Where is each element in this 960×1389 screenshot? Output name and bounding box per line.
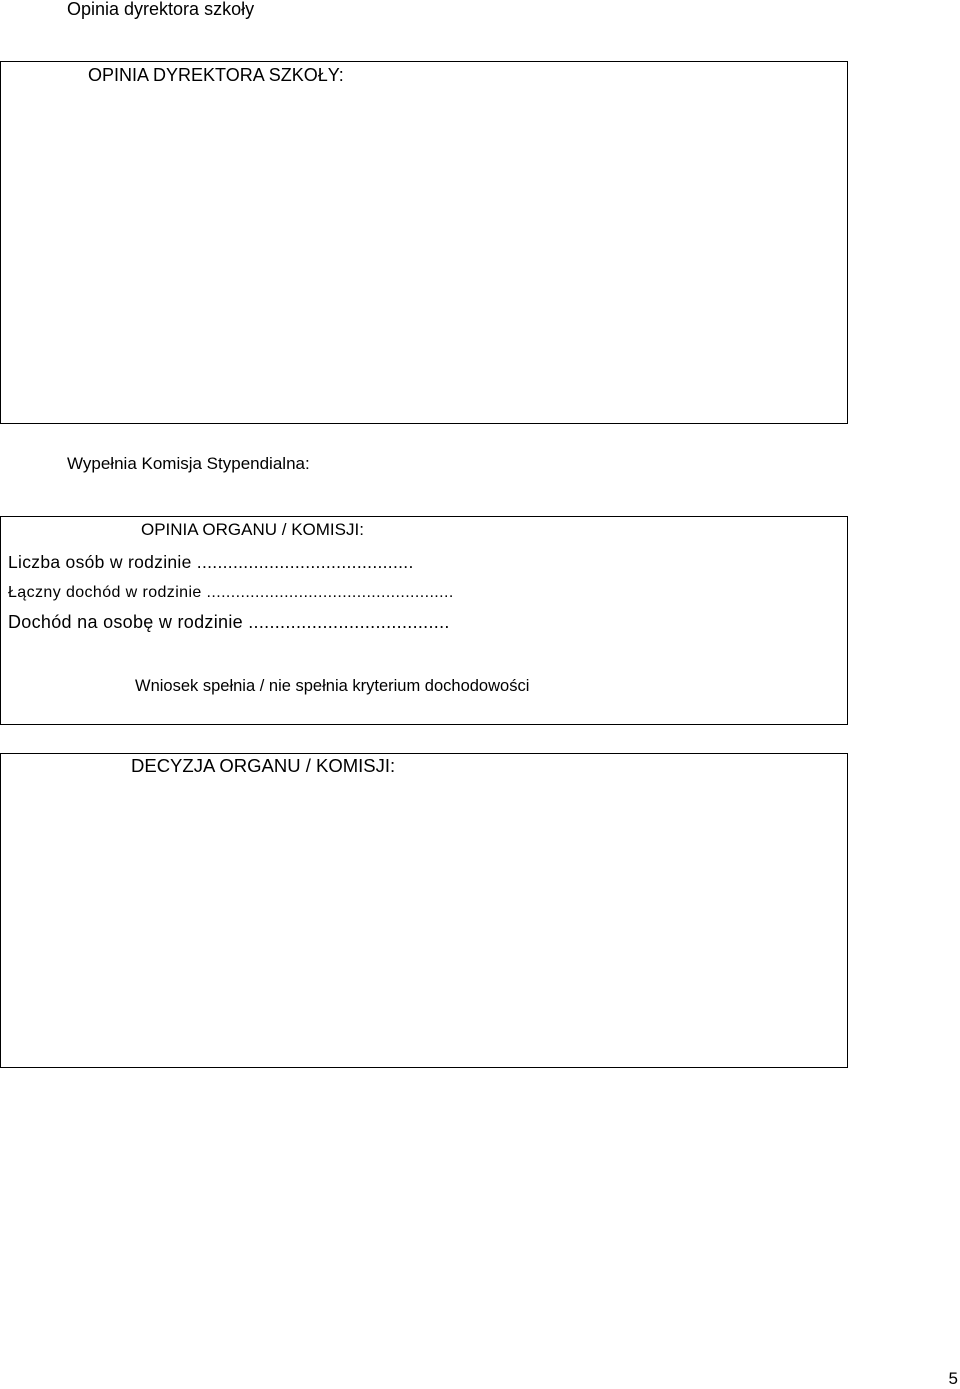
organ-decision-heading: DECYZJA ORGANU / KOMISJI: (131, 755, 396, 776)
page-number: 5 (948, 1369, 958, 1388)
income-per-person-line: Dochód na osobę w rodzinie ...................................... (8, 612, 450, 632)
organ-decision-box (0, 753, 848, 1068)
family-income-line: Łączny dochód w rodzinie ................................................... (8, 584, 454, 601)
persons-in-family-line: Liczba osób w rodzinie .......................................... (8, 552, 414, 572)
income-criterion-statement: Wniosek spełnia / nie spełnia kryterium dochodowości (135, 677, 530, 695)
organ-opinion-box (0, 516, 848, 725)
section-title: Opinia dyrektora szkoły (67, 0, 255, 19)
organ-opinion-heading: OPINIA ORGANU / KOMISJI: (141, 520, 364, 539)
director-opinion-box (0, 61, 848, 424)
komisja-label: Wypełnia Komisja Stypendialna: (67, 454, 310, 473)
director-opinion-heading: OPINIA DYREKTORA SZKOŁY: (88, 65, 344, 85)
